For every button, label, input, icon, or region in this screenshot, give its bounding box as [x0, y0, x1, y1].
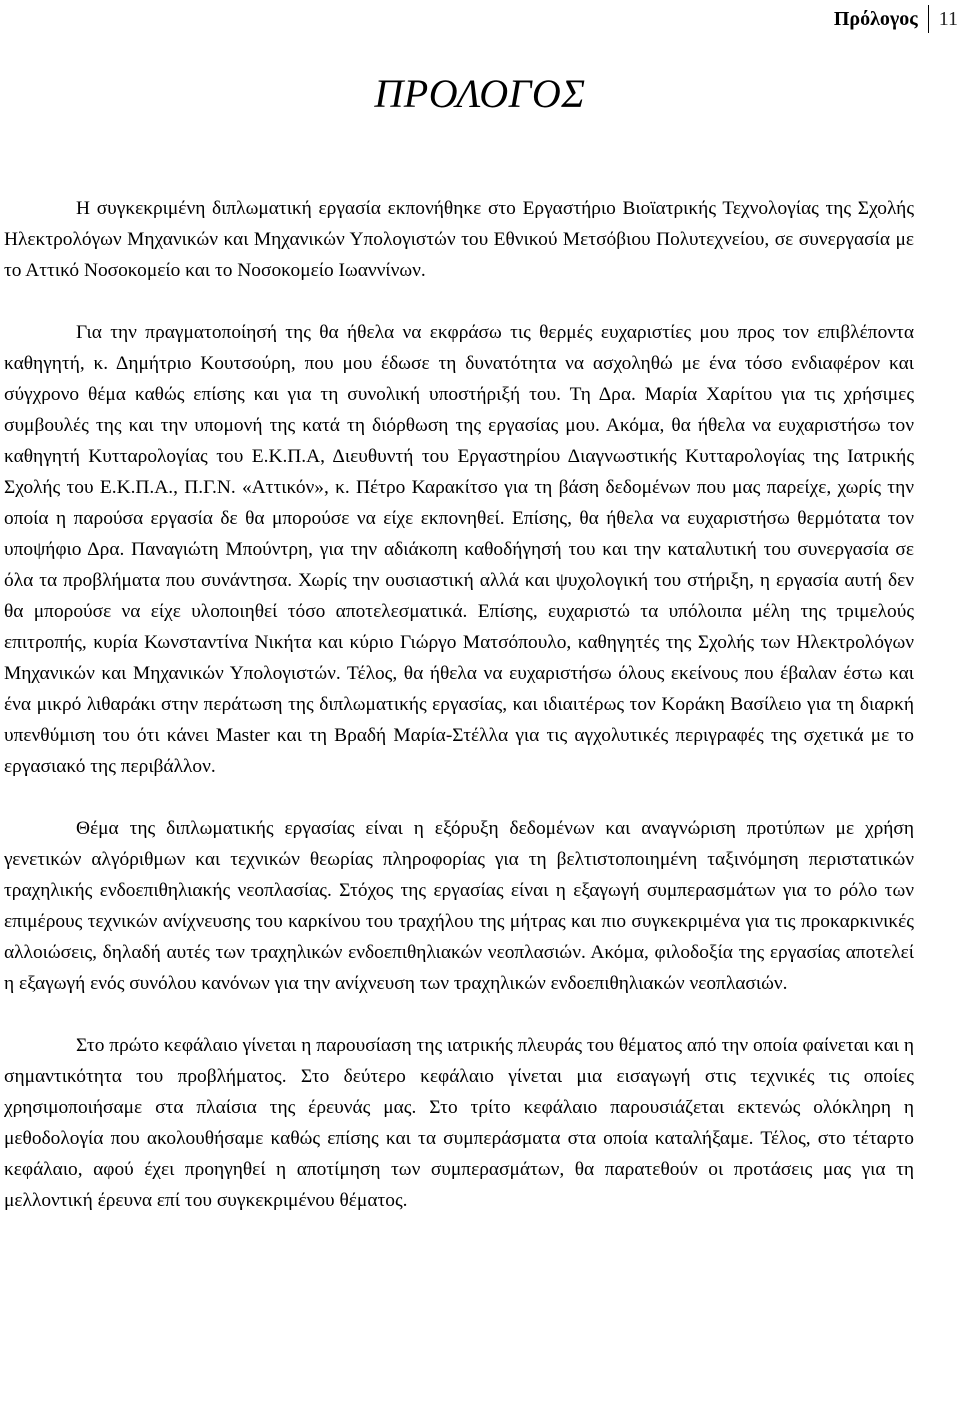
page-title: ΠΡΟΛΟΓΟΣ — [374, 71, 586, 116]
paragraph: Θέμα της διπλωματικής εργασίας είναι η εξόρυξη δεδομένων και αναγνώριση προτύπων με χρήση γενετικών αλγόριθμων και τεχνικών θεωρίας πληροφορίας για τη βελτιστοποιημένη ταξινόμηση περιστατικών τραχηλικής ενδοεπιθηλιακής νεοπλασίας. Στόχος της εργασίας είναι η εξαγωγή συμπερασμάτων για το ρόλο των επιμέρους τεχνικών ανίχνευσης του καρκίνου του τραχήλου της μήτρας και πιο συγκεκριμένα για τις προκαρκινικές αλλοιώσεις, δηλαδή αυτές των τραχηλικών ενδοεπιθηλιακών νεοπλασιών. Ακόμα, φιλοδοξία της εργασίας αποτελεί η εξαγωγή ενός συνόλου κανόνων για την ανίχνευση των τραχηλικών ενδοεπιθηλιακών νεοπλασιών. — [4, 818, 914, 994]
paragraph: Στο πρώτο κεφάλαιο γίνεται η παρουσίαση της ιατρικής πλευράς του θέματος από την οποία φαίνεται και η σημαντικότητα του προβλήματος. Στο δεύτερο κεφάλαιο γίνεται μια εισαγωγή στις τεχνικές τις οποίες χρησιμοποιήσαμε στα πλαίσια της έρευνάς μας. Στο τρίτο κεφάλαιο παρουσιάζεται εκτενώς ολόκληρη η μεθοδολογία που ακολουθήσαμε καθώς επίσης και τα συμπεράσματα στα οποία καταλήξαμε. Τέλος, στο τέταρτο κεφάλαιο, αφού έχει προηγηθεί η αποτίμηση των συμπερασμάτων, θα παρατεθούν οι προτάσεις μας για τη μελλοντική έρευνα επί του συγκεκριμένου θέματος. — [4, 1035, 914, 1211]
running-header — [834, 4, 960, 34]
paragraph: Η συγκεκριμένη διπλωματική εργασία εκπονήθηκε στο Εργαστήριο Βιοϊατρικής Τεχνολογίας της Σχολής Ηλεκτρολόγων Μηχανικών και Μηχανικών Υπολογιστών του Εθνικού Μετσόβιου Πολυτεχνείου, σε συνεργασία με το Αττικό Νοσοκομείο και το Νοσοκομείο Ιωαννίνων. — [4, 198, 914, 281]
document-body — [4, 193, 914, 1216]
paragraph: Για την πραγματοποίησή της θα ήθελα να εκφράσω τις θερμές ευχαριστίες μου προς τον επιβλέποντα καθηγητή, κ. Δημήτριο Κουτσούρη, που μου έδωσε τη δυνατότητα να ασχοληθώ με ένα τόσο ενδιαφέρον και σύγχρονο θέμα καθώς επίσης και για τη συνολική υποστήριξή του. Τη Δρα. Μαρία Χαρίτου για τις χρήσιμες συμβουλές της και την υπομονή της κατά τη διόρθωση της εργασίας μου. Ακόμα, θα ήθελα να ευχαριστήσω τον καθηγητή Κυτταρολογίας του Ε.Κ.Π.Α, Διευθυντή του Εργαστηρίου Διαγνωστικής Κυτταρολογίας της Ιατρικής Σχολής του Ε.Κ.Π.Α., Π.Γ.Ν. «Αττικόν», κ. Πέτρο Καρακίτσο για τη βάση δεδομένων που μας παρείχε, χωρίς την οποία η παρούσα εργασία δε θα μπορούσε να είχε εκπονηθεί. Επίσης, θα ήθελα να ευχαριστήσω θερμότατα τον υποψήφιο Δρα. Παναγιώτη Μπούντρη, για την αδιάκοπη καθοδήγησή του και την καταλυτική του συνεργασία σε όλα τα προβλήματα που συνάντησα. Χωρίς την ουσιαστική αλλά και ψυχολογική του στήριξη, η εργασία αυτή δεν θα μπορούσε να είχε υλοποιηθεί τόσο αποτελεσματικά. Επίσης, ευχαριστώ τα υπόλοιπα μέλη της τριμελούς επιτροπής, κυρία Κωνσταντίνα Νικήτα και κύριο Γιώργο Ματσόπουλο, καθηγητές της Σχολής των Ηλεκτρολόγων Μηχανικών και Μηχανικών Υπολογιστών. Τέλος, θα ήθελα να ευχαριστήσω όλους εκείνους που έβαλαν έστω και ένα μικρό λιθαράκι στην περάτωση της διπλωματικής εργασίας, και ιδιαιτέρως τον Κοράκη Βασίλειο για τη διαρκή υπενθύμιση του ότι κάνει Master και τη Βραδή Μαρία-Στέλλα για τις αγχολυτικές περιγραφές της σχετικά με το εργασιακό της περιβάλλον. — [4, 322, 914, 777]
header-title: Πρόλογος — [834, 5, 929, 33]
page-number: 11 — [938, 8, 958, 30]
